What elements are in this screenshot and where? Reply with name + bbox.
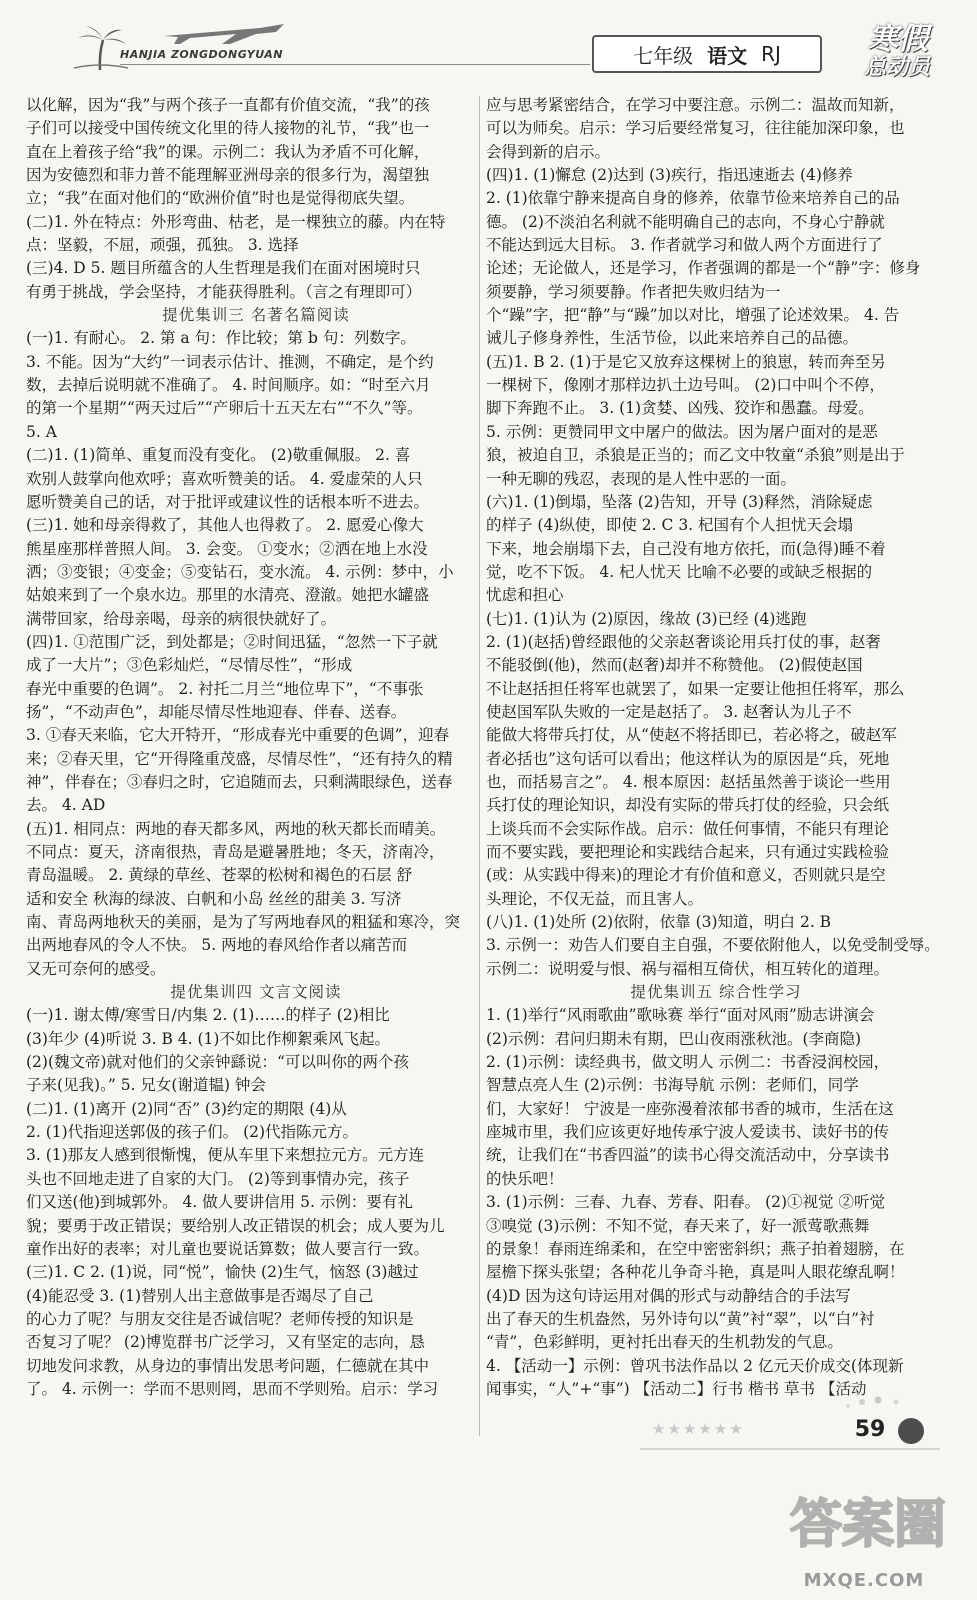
answer-line: 不让赵括担任将军也就罢了，如果一定要让他担任将军，那么 bbox=[486, 679, 905, 698]
answer-line: 适和安全 秋海的绿波、白帆和小岛 丝丝的甜美 3. 写济 bbox=[26, 889, 402, 908]
airplane-icon bbox=[160, 18, 290, 48]
answer-line: 童作出好的表率；对儿童也要说话算数；做人要言行一致。 bbox=[26, 1239, 430, 1258]
answer-line: 觉，吃不下饭。 4. 杞人忧天 比喻不必要的或缺乏根据的 bbox=[486, 562, 873, 581]
answer-line: 兵打仗的理论知识，却没有实际的带兵打仗的经验，只会纸 bbox=[486, 796, 890, 815]
answer-line: 上谈兵而不会实际作战。启示：做任何事情，不能只有理论 bbox=[486, 819, 890, 838]
answer-line: 3. 不能。因为“大约”一词表示估计、推测，不确定，是个约 bbox=[26, 352, 434, 371]
answer-line: 示例二：说明爱与恨、祸与福相互倚伏，相互转化的道理。 bbox=[486, 959, 890, 978]
answer-line: (4)能忍受 3. (1)替别人出主意做事是否竭尽了自己 bbox=[26, 1286, 374, 1305]
answer-line: (三)1. C 2. (1)说，同“悦”，愉快 (2)生气，恼怒 (3)越过 bbox=[26, 1263, 419, 1282]
logo-line-2: 总动员 bbox=[864, 55, 931, 80]
answer-line: 5. A bbox=[26, 422, 57, 441]
answer-line: 姑娘来到了一个泉水边。那里的水清亮、澄澈。她把水罐盛 bbox=[26, 586, 430, 605]
answer-line: 了。 4. 示例一：学而不思则罔，思而不学则殆。启示：学习 bbox=[26, 1379, 439, 1398]
answer-line: (五)1. 相同点：两地的春天都多风，两地的秋天都长而晴美。 bbox=[26, 819, 446, 838]
answer-line: 的快乐吧！ bbox=[486, 1169, 564, 1188]
page-number: 59 bbox=[854, 1416, 886, 1442]
holiday-logo bbox=[862, 14, 944, 80]
answer-line: (或：从实践中得来)的理论才有价值和意义，否则就只是空 bbox=[486, 866, 886, 885]
answer-line: 的样子 (4)纵使，即使 2. C 3. 杞国有个人担忧天会塌 bbox=[486, 516, 854, 535]
answer-line: (二)1. (1)简单、重复而没有变化。 (2)敬重佩服。 2. 喜 bbox=[26, 446, 411, 465]
answer-line: 2. (1)依靠宁静来提高自身的修养，依靠节俭来培养自己的品 bbox=[486, 189, 900, 208]
answer-line: 3. (1)那友人感到很惭愧，便从车里下来想拉元方。元方连 bbox=[26, 1146, 425, 1165]
answer-line: 座城市里，我们应该更好地传承宁波人爱读书、读好书的传 bbox=[486, 1123, 890, 1142]
answer-line: 须要静，学习须要静。作者把失败归结为一 bbox=[486, 282, 781, 301]
answer-line: 神”，伴春在；③春归之时，它追随而去，只剩满眼绿色，送春 bbox=[26, 772, 453, 791]
answer-line: (三)1. 她和母亲得救了，其他人也得救了。 2. 愿爱心像大 bbox=[26, 516, 424, 535]
section-heading: 提优集训四 文言文阅读 bbox=[170, 983, 342, 1002]
answer-line: 否复习了呢？ (2)博览群书广泛学习，又有坚定的志向，恳 bbox=[26, 1333, 425, 1352]
answer-line: 点：坚毅，不屈，顽强，孤独。 3. 选择 bbox=[26, 236, 299, 255]
answer-line: 欢别人鼓掌向他欢呼；喜欢听赞美的话。 4. 爱虚荣的人只 bbox=[26, 469, 423, 488]
answer-line: 闻事实，“人”+“事”) 【活动二】行书 楷书 草书 【活动 bbox=[486, 1379, 867, 1398]
answer-line: 4. 【活动一】示例：曾巩书法作品以 2 亿元天价成交(体现新 bbox=[486, 1356, 904, 1375]
answer-line: 1. (1)举行“风雨歌曲”歌咏赛 举行“面对风雨”励志讲演会 bbox=[486, 1006, 875, 1025]
brand-text: HANJIA ZONGDONGYUAN bbox=[120, 48, 283, 61]
answer-line: 貌；要勇于改正错误；要给别人改正错误的机会；成人要为儿 bbox=[26, 1216, 445, 1235]
answer-line: 扬”，“不动声色”，却能尽情尽性地迎春、伴春、送春。 bbox=[26, 702, 407, 721]
answer-line: 诫儿子修身养性，生活节俭，以此来培养自己的品德。 bbox=[486, 329, 859, 348]
answer-line: 南、青岛两地秋天的美丽，是为了写两地春风的粗猛和寒冷，突 bbox=[26, 913, 461, 932]
watermark-logo bbox=[778, 1472, 958, 1582]
page-circle-icon bbox=[898, 1418, 924, 1444]
answer-line: 因为安德烈和菲力普不能理解亚洲母亲的很多行为，渴望独 bbox=[26, 166, 430, 185]
answer-line: 头也不回地走进了自家的大门。 (2)等到事情办完，孩子 bbox=[26, 1169, 410, 1188]
page-header bbox=[0, 0, 977, 90]
answer-line: 也，而括易言之”。 4. 根本原因：赵括虽然善于谈论一些用 bbox=[486, 772, 891, 791]
answer-line: 不能驳倒(他)，然而(赵奢)却并不称赞他。 (2)假使赵国 bbox=[486, 656, 863, 675]
answer-line: 的景象！春雨连绵柔和，在空中密密斜织；燕子拍着翅膀，在 bbox=[486, 1239, 905, 1258]
answer-line: 论述；无论做人，还是学习，作者强调的都是一个“静”字：修身 bbox=[486, 259, 921, 278]
answer-line: 使赵国军队失败的一定是赵括了。 3. 赵奢认为儿子不 bbox=[486, 702, 852, 721]
answer-line: 智慧点亮人生 (2)示例：书海导航 示例：老师们，同学 bbox=[486, 1076, 859, 1095]
answer-line: 忧虑和担心 bbox=[486, 586, 564, 605]
rating-stars: ★★★★★★ bbox=[652, 1420, 745, 1438]
answer-line: 个“躁”字，把“静”与“躁”加以对比，增强了论述效果。 4. 告 bbox=[486, 306, 900, 325]
answer-line: 3. 示例一：劝告人们要自主自强，不要依附他人，以免受制受辱。 bbox=[486, 936, 940, 955]
answer-line: 统，让我们在“书香四溢”的读书心得交流活动中，分享读书 bbox=[486, 1146, 890, 1165]
answer-line: (二)1. (1)离开 (2)同“否” (3)约定的期限 (4)从 bbox=[26, 1099, 347, 1118]
answer-line: 3. (1)示例：三春、九春、芳春、阳春。 (2)①视觉 ②听觉 bbox=[486, 1193, 885, 1212]
answer-line: 立；“我”在面对他们的“欧洲价值”时也是觉得彻底失望。 bbox=[26, 189, 415, 208]
answer-line: 不能达到远大目标。 3. 作者就学习和做人两个方面进行了 bbox=[486, 236, 883, 255]
answer-line: (二)1. 外在特点：外形弯曲、枯老，是一棵独立的藤。内在特 bbox=[26, 212, 446, 231]
answer-line: 去。 4. AD bbox=[26, 796, 106, 815]
decorative-dots-icon bbox=[838, 1392, 958, 1412]
answer-line: 成了一大片”；③色彩灿烂，“尽情尽性”，“形成 bbox=[26, 656, 353, 675]
answer-line: (2)(魏文帝)就对他们的父亲钟繇说：“可以叫你的两个孩 bbox=[26, 1053, 409, 1072]
answer-line: (四)1. (1)懈怠 (2)达到 (3)疾行，指迅速逝去 (4)修养 bbox=[486, 166, 853, 185]
logo-line-1: 寒假 bbox=[868, 22, 928, 57]
header-rule bbox=[120, 64, 590, 65]
answer-line: (八)1. (1)处所 (2)依附，依靠 (3)知道，明白 2. B bbox=[486, 913, 832, 932]
answer-line: 2. (1)(赵括)曾经跟他的父亲赵奢谈论用兵打仗的事，赵奢 bbox=[486, 632, 881, 651]
answer-line: 屋檐下探头张望；各种花儿争奇斗艳，真是叫人眼花缭乱啊！ bbox=[486, 1263, 905, 1282]
answer-line: 头理论，不仅无益，而且害人。 bbox=[486, 889, 704, 908]
answer-line: 们又送(他)到城郭外。 4. 做人要讲信用 5. 示例：要有礼 bbox=[26, 1193, 413, 1212]
answer-line: 德。 (2)不淡泊名利就不能明确自己的志向，不身心宁静就 bbox=[486, 212, 885, 231]
answer-line: (2)示例：君问归期未有期，巴山夜雨涨秋池。(李商隐) bbox=[486, 1029, 862, 1048]
answer-line: 出两地春风的令人不快。 5. 两地的春风给作者以痛苦而 bbox=[26, 936, 408, 955]
answer-line: 应与思考紧密结合，在学习中要注意。示例二：温故而知新， bbox=[486, 96, 905, 114]
answer-line: (七)1. (1)认为 (2)原因，缘故 (3)已经 (4)逃跑 bbox=[486, 609, 807, 628]
answer-line: (四)1. ①范围广泛，到处都是；②时间迅猛，“忽然一下子就 bbox=[26, 632, 438, 651]
answer-line: 可以为师矣。启示：学习后要经常复习，往往能加深印象，也 bbox=[486, 119, 905, 138]
answer-line: 春光中重要的色调”。 2. 衬托二月兰“地位卑下”，“不事张 bbox=[26, 679, 424, 698]
answer-line: 5. 示例：更赞同甲文中屠户的做法。因为屠户面对的是恶 bbox=[486, 422, 878, 441]
answer-line: 子来(见我)。” 5. 兄女(谢道韫) 钟会 bbox=[26, 1076, 266, 1095]
answer-line: 2. (1)代指迎送郭伋的孩子们。 (2)代指陈元方。 bbox=[26, 1123, 359, 1142]
footer-rule bbox=[640, 1448, 940, 1450]
answer-line: 出了春天的生机盎然，另外诗句以“黄”衬“翠”，以“白”衬 bbox=[486, 1309, 875, 1328]
edition-label: RJ bbox=[761, 42, 781, 66]
answer-line: 们，大家好！ 宁波是一座弥漫着浓郁书香的城市，生活在这 bbox=[486, 1099, 894, 1118]
answer-line: 一棵树下，像刚才那样边扒土边号叫。 (2)口中叫个不停， bbox=[486, 376, 885, 395]
watermark-url: MXQE.COM bbox=[803, 1570, 925, 1591]
answer-line: 能做大将带兵打仗，从“使赵不将括即已，若必将之，破赵军 bbox=[486, 726, 897, 745]
answer-line: 下来，地会崩塌下去，自己没有地方依托，而(急得)睡不着 bbox=[486, 539, 886, 558]
answer-line: 来；②春天里，它“开得隆重茂盛，尽情尽性”，“还有持久的精 bbox=[26, 749, 453, 768]
section-heading: 提优集训五 综合性学习 bbox=[630, 983, 802, 1002]
answer-line: (五)1. B 2. (1)于是它又放弃这棵树上的狼崽，转而奔至另 bbox=[486, 352, 886, 371]
answer-line: 切地发问求教，从身边的事情出发思考问题，仁德就在其中 bbox=[26, 1356, 430, 1375]
answer-line: (一)1. 谢太傅/寒雪日/内集 2. (1)……的样子 (2)相比 bbox=[26, 1006, 390, 1025]
answer-line: (三)4. D 5. 题目所蕴含的人生哲理是我们在面对困境时只 bbox=[26, 259, 421, 278]
section-heading: 提优集训三 名著名篇阅读 bbox=[162, 306, 350, 325]
answer-line: 的第一个星期”“两天过后”“产卵后十五天左右”“不久”等。 bbox=[26, 399, 423, 418]
grade-subject-box bbox=[592, 35, 822, 73]
answer-line: 2. (1)示例：读经典书，做文明人 示例二：书香浸润校园， bbox=[486, 1053, 890, 1072]
answer-line: 子们可以接受中国传统文化里的待人接物的礼节，“我”也一 bbox=[26, 119, 430, 138]
left-answer-column bbox=[26, 94, 486, 1401]
answer-line: 狼，被迫自卫，杀狼是正当的；而乙文中牧童“杀狼”则是出于 bbox=[486, 446, 905, 465]
answer-line: (3)年少 (4)听说 3. B 4. (1)不如比作柳絮乘风飞起。 bbox=[26, 1029, 390, 1048]
watermark-text: 答案圈 bbox=[789, 1495, 947, 1555]
answer-line: 脚下奔跑不止。 3. (1)贪婪、凶残、狡诈和愚蠢。母爱。 bbox=[486, 399, 874, 418]
subject-label: 语文 bbox=[707, 43, 748, 68]
answer-line: 熊星座那样普照人间。 3. 会变。 ①变水；②洒在地上水没 bbox=[26, 539, 428, 558]
answer-line: 数，去掉后说明就不准确了。 4. 时间顺序。如：“时至六月 bbox=[26, 376, 431, 395]
answer-line: 不同点：夏天，济南很热，青岛是避暑胜地；冬天，济南冷， bbox=[26, 843, 445, 861]
answer-line: 一种无聊的残忍，表现的是人性中恶的一面。 bbox=[486, 469, 797, 488]
answer-line: 青岛温暖。 2. 黄绿的草丝、苍翠的松树和褐色的石层 舒 bbox=[26, 866, 413, 885]
answer-line: 的心力了呢？与朋友交往是否诚信呢？老师传授的知识是 bbox=[26, 1309, 414, 1328]
answer-line: 会得到新的启示。 bbox=[486, 142, 611, 161]
answer-line: 直在上着孩子给“我”的课。示例二：我认为矛盾不可化解， bbox=[26, 142, 430, 161]
answer-line: “青”，色彩鲜明，更衬托出春天的生机勃发的气息。 bbox=[486, 1333, 843, 1352]
answer-line: ③嗅觉 (3)示例：不知不觉，春天来了，好一派莺歌燕舞 bbox=[486, 1216, 870, 1235]
right-answer-column bbox=[486, 94, 946, 1401]
grade-label: 七年级 bbox=[633, 43, 694, 68]
answer-line: 而不要实践，要把理论和实践结合起来，只有通过实践检验 bbox=[486, 843, 890, 861]
answer-line: 者必括也”这句话可以看出；他这样认为的原因是“兵，死地 bbox=[486, 749, 890, 768]
answer-line: 又无可奈何的感受。 bbox=[26, 959, 166, 978]
answer-line: 3. ①春天来临，它大开特开，“形成春光中重要的色调”，迎春 bbox=[26, 726, 450, 745]
answer-line: 洒；③变银；④变金；⑤变钻石，变水流。 4. 示例：梦中，小 bbox=[26, 562, 454, 581]
answer-line: 以化解，因为“我”与两个孩子一直都有价值交流，“我”的孩 bbox=[26, 96, 430, 114]
answer-line: 满带回家，给母亲喝，母亲的病很快就好了。 bbox=[26, 609, 337, 628]
answer-line: (4)D 因为这句诗运用对偶的形式与动静结合的手法写 bbox=[486, 1286, 851, 1305]
answer-line: 有勇于挑战，学会坚持，才能获得胜利。（言之有理即可） bbox=[26, 282, 422, 301]
answer-line: (六)1. (1)倒塌，坠落 (2)告知，开导 (3)释然，消除疑虑 bbox=[486, 492, 873, 511]
answer-line: (一)1. 有耐心。 2. 第 a 句：作比较；第 b 句：列数字。 bbox=[26, 329, 416, 348]
answer-line: 愿听赞美自己的话，对于批评或建议性的话根本听不进去。 bbox=[26, 492, 430, 511]
